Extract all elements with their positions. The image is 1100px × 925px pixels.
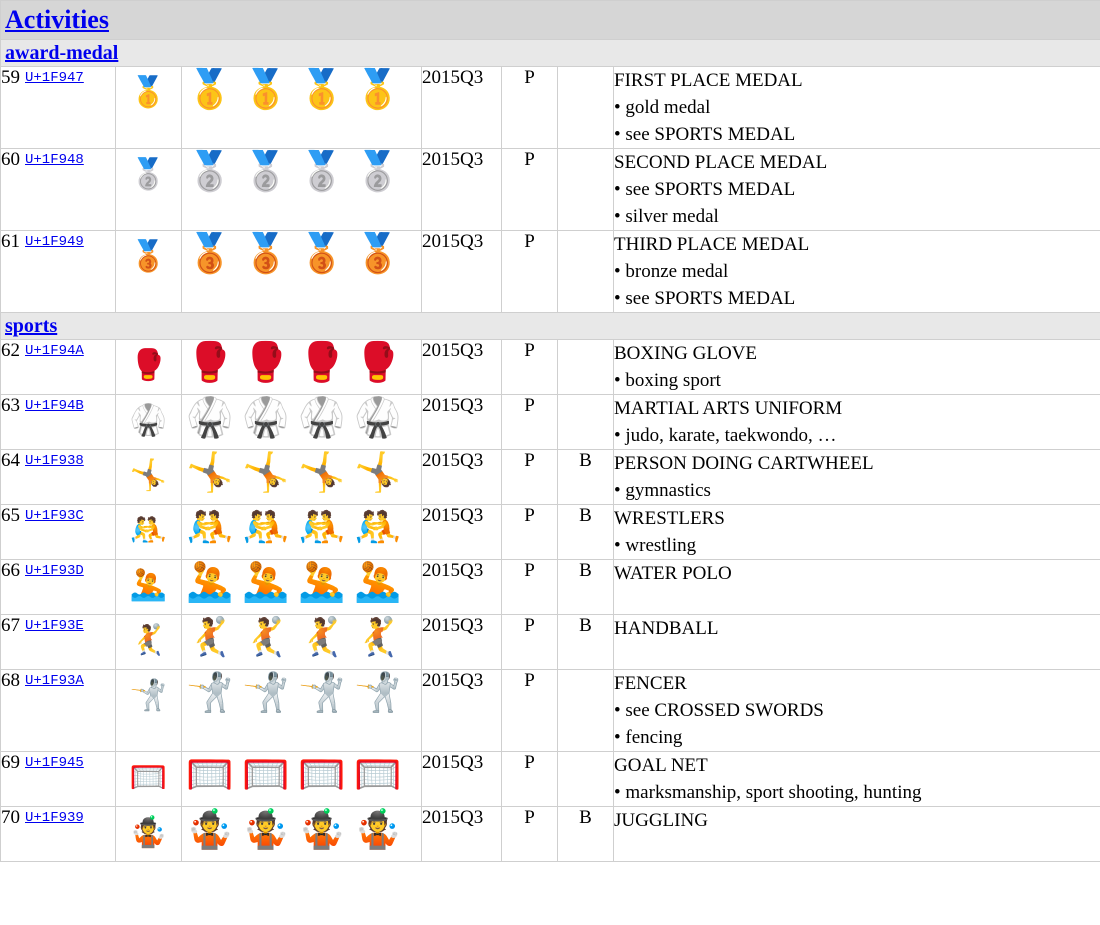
emoji-name: FENCER <box>614 673 687 694</box>
text-glyph-cell <box>116 505 182 560</box>
name-cell <box>614 450 1100 505</box>
text-glyph-cell <box>116 670 182 752</box>
default-style-cell <box>558 752 614 807</box>
date-cell: 2015Q3 <box>422 149 502 231</box>
category-link[interactable]: Activities <box>5 5 109 34</box>
date-cell: 2015Q3 <box>422 505 502 560</box>
vendor-emoji-image: 🥈 <box>354 151 402 193</box>
source-cell: P <box>502 395 558 450</box>
annotation-keyword: • boxing sport <box>614 370 721 391</box>
code-point-link[interactable]: U+1F938 <box>25 453 84 469</box>
code-point-link[interactable]: U+1F945 <box>25 755 84 771</box>
vendor-emoji-image: 🥇 <box>298 69 346 111</box>
vendor-emoji-image: 🤹 <box>242 809 290 851</box>
name-cell <box>614 615 1100 670</box>
vendor-emoji-image: 🤽 <box>186 562 234 604</box>
default-style-cell: B <box>558 807 614 862</box>
vendor-emoji-image: 🥉 <box>242 233 290 275</box>
code-point-link[interactable]: U+1F93D <box>25 563 84 579</box>
vendor-emoji-image: 🥅 <box>354 754 402 796</box>
text-glyph-cell <box>116 149 182 231</box>
subcategory-header-cell <box>1 40 1100 67</box>
date-cell: 2015Q3 <box>422 670 502 752</box>
emoji-text-glyph: 🤺 <box>129 679 168 712</box>
name-cell <box>614 752 1100 807</box>
vendor-emoji-image: 🥅 <box>298 754 346 796</box>
vendor-emoji-image: 🤹 <box>354 809 402 851</box>
emoji-name: SECOND PLACE MEDAL <box>614 152 828 173</box>
vendor-emoji-image: 🥋 <box>242 397 290 439</box>
code-point-link[interactable]: U+1F939 <box>25 810 84 826</box>
vendor-images-cell <box>182 149 422 231</box>
vendor-emoji-image: 🤺 <box>354 672 402 714</box>
text-glyph-cell <box>116 752 182 807</box>
emoji-text-glyph: 🥇 <box>129 76 168 109</box>
vendor-emoji-image: 🤸 <box>298 452 346 494</box>
vendor-images-cell <box>182 615 422 670</box>
subcategory-header-row <box>1 313 1100 340</box>
vendor-images-cell <box>182 752 422 807</box>
row-number: 63 <box>1 395 20 416</box>
emoji-row <box>1 752 1100 807</box>
code-point-link[interactable]: U+1F93E <box>25 618 84 634</box>
vendor-emoji-image: 🥊 <box>242 342 290 384</box>
code-cell <box>1 807 116 862</box>
source-cell: P <box>502 340 558 395</box>
source-cell: P <box>502 67 558 149</box>
source-cell: P <box>502 670 558 752</box>
emoji-text-glyph: 🤹 <box>129 816 168 849</box>
code-cell <box>1 752 116 807</box>
vendor-emoji-image: 🥉 <box>354 233 402 275</box>
code-cell <box>1 560 116 615</box>
vendor-emoji-image: 🥇 <box>354 69 402 111</box>
row-number: 67 <box>1 615 20 636</box>
vendor-emoji-image: 🥋 <box>354 397 402 439</box>
text-glyph-cell <box>116 340 182 395</box>
annotation-keyword: • bronze medal <box>614 261 729 282</box>
default-style-cell <box>558 340 614 395</box>
subcategory-link[interactable]: sports <box>5 314 58 337</box>
annotation-keyword: • wrestling <box>614 535 697 556</box>
emoji-text-glyph: 🥅 <box>129 761 168 794</box>
code-cell <box>1 231 116 313</box>
code-cell <box>1 670 116 752</box>
name-cell <box>614 670 1100 752</box>
annotation-keyword: • fencing <box>614 727 683 748</box>
date-cell: 2015Q3 <box>422 615 502 670</box>
row-number: 65 <box>1 505 20 526</box>
code-cell <box>1 505 116 560</box>
vendor-emoji-image: 🥇 <box>242 69 290 111</box>
annotation-keyword: • see SPORTS MEDAL <box>614 179 796 200</box>
vendor-emoji-image: 🥇 <box>186 69 234 111</box>
source-cell: P <box>502 560 558 615</box>
emoji-name: MARTIAL ARTS UNIFORM <box>614 398 843 419</box>
vendor-emoji-image: 🥉 <box>298 233 346 275</box>
code-point-link[interactable]: U+1F94A <box>25 343 84 359</box>
emoji-name: JUGGLING <box>614 810 708 831</box>
vendor-images-cell <box>182 340 422 395</box>
row-number: 62 <box>1 340 20 361</box>
code-cell <box>1 395 116 450</box>
vendor-emoji-image: 🤽 <box>298 562 346 604</box>
emoji-row <box>1 67 1100 149</box>
code-point-link[interactable]: U+1F93A <box>25 673 84 689</box>
default-style-cell <box>558 67 614 149</box>
annotation-keyword: • see CROSSED SWORDS <box>614 700 824 721</box>
emoji-text-glyph: 🥋 <box>129 404 168 437</box>
emoji-name: WRESTLERS <box>614 508 725 529</box>
vendor-emoji-image: 🤾 <box>186 617 234 659</box>
emoji-row <box>1 670 1100 752</box>
vendor-emoji-image: 🤾 <box>242 617 290 659</box>
code-point-link[interactable]: U+1F94B <box>25 398 84 414</box>
code-cell <box>1 67 116 149</box>
emoji-row <box>1 340 1100 395</box>
text-glyph-cell <box>116 67 182 149</box>
vendor-emoji-image: 🤹 <box>298 809 346 851</box>
text-glyph-cell <box>116 807 182 862</box>
date-cell: 2015Q3 <box>422 752 502 807</box>
vendor-emoji-image: 🤺 <box>186 672 234 714</box>
emoji-name: THIRD PLACE MEDAL <box>614 234 810 255</box>
source-cell: P <box>502 149 558 231</box>
name-cell <box>614 505 1100 560</box>
text-glyph-cell <box>116 615 182 670</box>
emoji-row <box>1 450 1100 505</box>
vendor-emoji-image: 🤽 <box>242 562 290 604</box>
vendor-emoji-image: 🤺 <box>242 672 290 714</box>
emoji-row <box>1 560 1100 615</box>
annotation-keyword: • see SPORTS MEDAL <box>614 288 796 309</box>
vendor-emoji-image: 🤸 <box>186 452 234 494</box>
source-cell: P <box>502 231 558 313</box>
vendor-emoji-image: 🥈 <box>298 151 346 193</box>
date-cell: 2015Q3 <box>422 807 502 862</box>
code-point-link[interactable]: U+1F947 <box>25 70 84 86</box>
name-cell <box>614 231 1100 313</box>
emoji-row <box>1 395 1100 450</box>
emoji-text-glyph: 🥊 <box>129 349 168 382</box>
source-cell: P <box>502 752 558 807</box>
vendor-emoji-image: 🤼 <box>354 507 402 549</box>
default-style-cell: B <box>558 505 614 560</box>
name-cell <box>614 340 1100 395</box>
vendor-emoji-image: 🤹 <box>186 809 234 851</box>
emoji-text-glyph: 🥉 <box>129 240 168 273</box>
vendor-emoji-image: 🥅 <box>186 754 234 796</box>
vendor-emoji-image: 🤾 <box>298 617 346 659</box>
date-cell: 2015Q3 <box>422 231 502 313</box>
emoji-text-glyph: 🤾 <box>129 624 168 657</box>
default-style-cell <box>558 395 614 450</box>
row-number: 70 <box>1 807 20 828</box>
emoji-chart-body <box>1 1 1100 862</box>
emoji-name: FIRST PLACE MEDAL <box>614 70 803 91</box>
annotation-keyword: • silver medal <box>614 206 719 227</box>
source-cell: P <box>502 505 558 560</box>
vendor-emoji-image: 🤼 <box>186 507 234 549</box>
vendor-emoji-image: 🤼 <box>298 507 346 549</box>
vendor-emoji-image: 🥈 <box>186 151 234 193</box>
source-cell: P <box>502 807 558 862</box>
vendor-emoji-image: 🥊 <box>298 342 346 384</box>
emoji-row <box>1 231 1100 313</box>
default-style-cell: B <box>558 615 614 670</box>
vendor-emoji-image: 🥊 <box>354 342 402 384</box>
emoji-text-glyph: 🥈 <box>129 158 168 191</box>
annotation-keyword: • gymnastics <box>614 480 711 501</box>
vendor-emoji-image: 🥉 <box>186 233 234 275</box>
row-number: 69 <box>1 752 20 773</box>
row-number: 59 <box>1 67 20 88</box>
emoji-text-glyph: 🤽 <box>129 569 168 602</box>
date-cell: 2015Q3 <box>422 450 502 505</box>
category-header-row <box>1 1 1100 40</box>
vendor-images-cell <box>182 395 422 450</box>
vendor-images-cell <box>182 505 422 560</box>
vendor-emoji-image: 🥋 <box>298 397 346 439</box>
date-cell: 2015Q3 <box>422 67 502 149</box>
vendor-emoji-image: 🥅 <box>242 754 290 796</box>
name-cell <box>614 560 1100 615</box>
text-glyph-cell <box>116 231 182 313</box>
default-style-cell <box>558 231 614 313</box>
emoji-row <box>1 615 1100 670</box>
vendor-emoji-image: 🤼 <box>242 507 290 549</box>
vendor-emoji-image: 🥈 <box>242 151 290 193</box>
source-cell: P <box>502 450 558 505</box>
code-point-link[interactable]: U+1F948 <box>25 152 84 168</box>
annotation-keyword: • see SPORTS MEDAL <box>614 124 796 145</box>
row-number: 68 <box>1 670 20 691</box>
subcategory-link[interactable]: award-medal <box>5 41 119 64</box>
vendor-images-cell <box>182 670 422 752</box>
subcategory-header-row <box>1 40 1100 67</box>
emoji-name: HANDBALL <box>614 618 719 639</box>
default-style-cell: B <box>558 450 614 505</box>
emoji-name: GOAL NET <box>614 755 708 776</box>
vendor-emoji-image: 🤺 <box>298 672 346 714</box>
vendor-emoji-image: 🤾 <box>354 617 402 659</box>
date-cell: 2015Q3 <box>422 395 502 450</box>
annotation-keyword: • gold medal <box>614 97 711 118</box>
annotation-keyword: • marksmanship, sport shooting, hunting <box>614 782 922 803</box>
vendor-images-cell <box>182 807 422 862</box>
vendor-emoji-image: 🤽 <box>354 562 402 604</box>
name-cell <box>614 807 1100 862</box>
source-cell: P <box>502 615 558 670</box>
emoji-text-glyph: 🤼 <box>129 514 168 547</box>
default-style-cell <box>558 149 614 231</box>
code-point-link[interactable]: U+1F93C <box>25 508 84 524</box>
vendor-images-cell <box>182 560 422 615</box>
row-number: 61 <box>1 231 20 252</box>
emoji-row <box>1 505 1100 560</box>
code-cell <box>1 450 116 505</box>
category-header-cell <box>1 1 1100 40</box>
text-glyph-cell <box>116 450 182 505</box>
date-cell: 2015Q3 <box>422 560 502 615</box>
vendor-images-cell <box>182 450 422 505</box>
row-number: 66 <box>1 560 20 581</box>
vendor-emoji-image: 🥊 <box>186 342 234 384</box>
code-cell <box>1 149 116 231</box>
row-number: 60 <box>1 149 20 170</box>
default-style-cell <box>558 670 614 752</box>
name-cell <box>614 149 1100 231</box>
row-number: 64 <box>1 450 20 471</box>
emoji-text-glyph: 🤸 <box>129 459 168 492</box>
emoji-name: BOXING GLOVE <box>614 343 758 364</box>
code-cell <box>1 615 116 670</box>
code-cell <box>1 340 116 395</box>
text-glyph-cell <box>116 395 182 450</box>
text-glyph-cell <box>116 560 182 615</box>
default-style-cell: B <box>558 560 614 615</box>
emoji-name: WATER POLO <box>614 563 732 584</box>
vendor-emoji-image: 🤸 <box>354 452 402 494</box>
annotation-keyword: • judo, karate, taekwondo, … <box>614 425 837 446</box>
emoji-row <box>1 149 1100 231</box>
name-cell <box>614 395 1100 450</box>
subcategory-header-cell <box>1 313 1100 340</box>
emoji-name: PERSON DOING CARTWHEEL <box>614 453 874 474</box>
vendor-images-cell <box>182 67 422 149</box>
vendor-images-cell <box>182 231 422 313</box>
emoji-row <box>1 807 1100 862</box>
vendor-emoji-image: 🥋 <box>186 397 234 439</box>
code-point-link[interactable]: U+1F949 <box>25 234 84 250</box>
date-cell: 2015Q3 <box>422 340 502 395</box>
name-cell <box>614 67 1100 149</box>
vendor-emoji-image: 🤸 <box>242 452 290 494</box>
